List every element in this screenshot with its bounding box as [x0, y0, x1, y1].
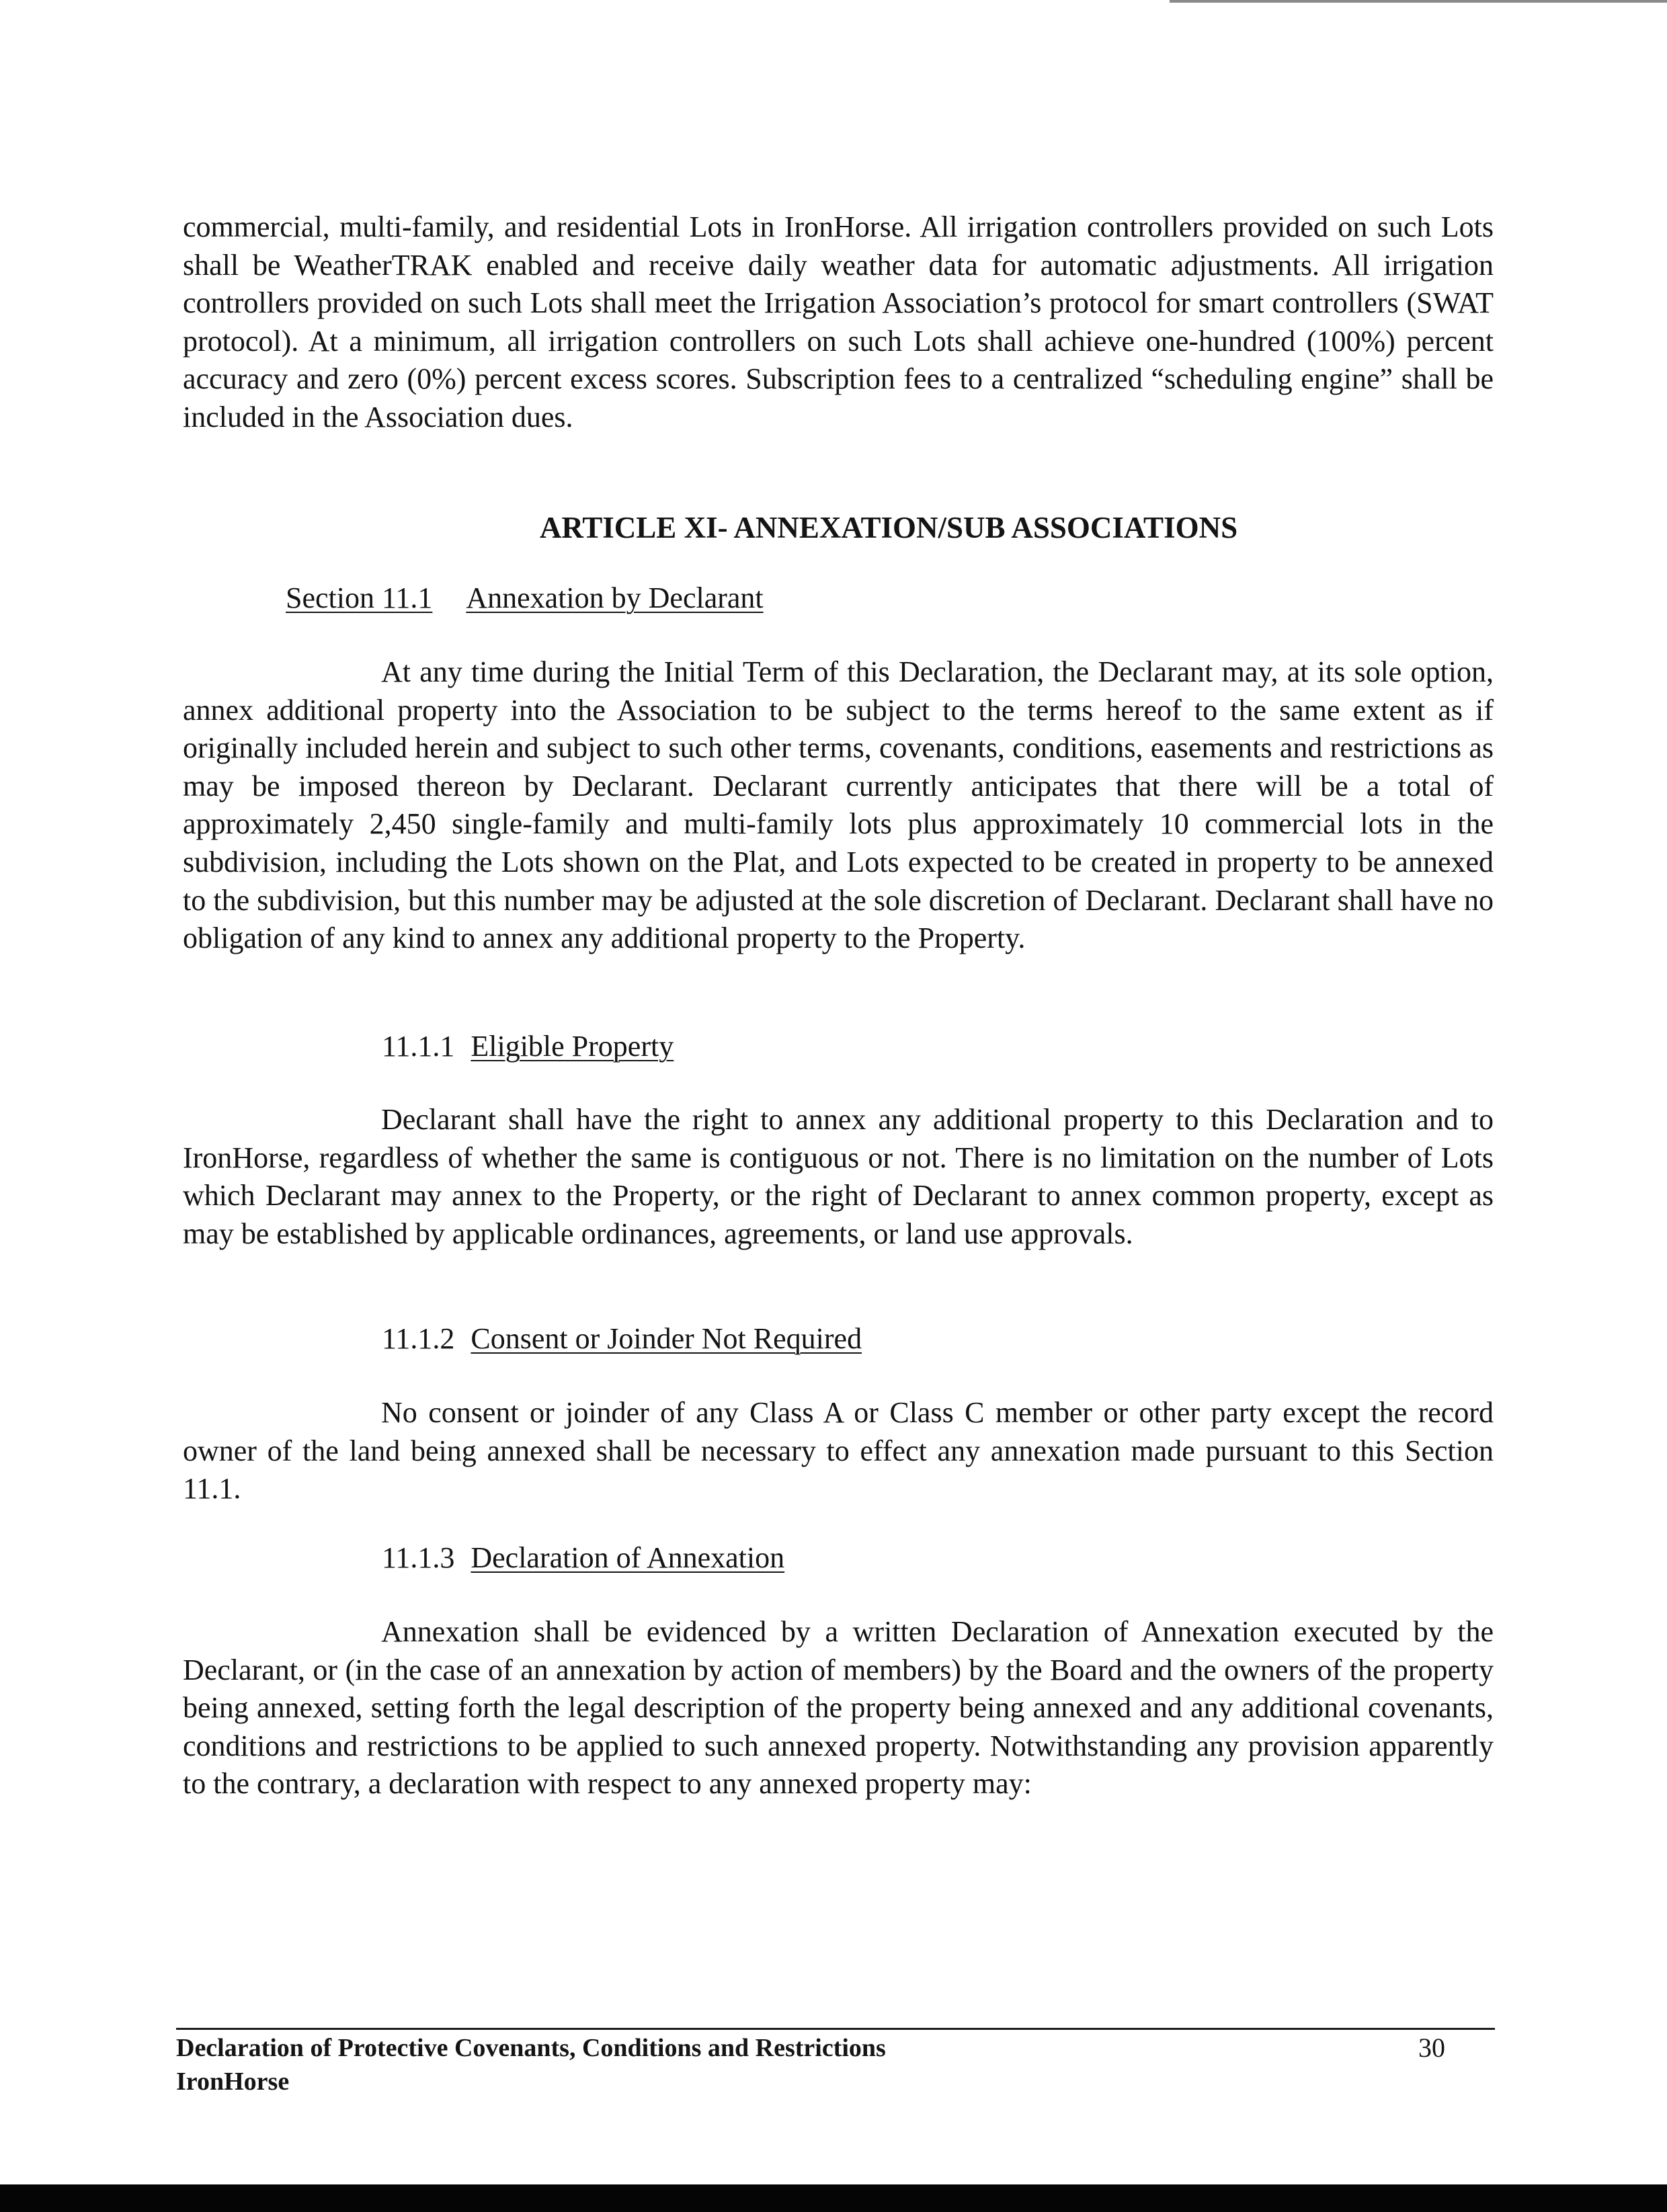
- scan-edge-rule: [1170, 0, 1667, 3]
- section-11-1-2-heading: [382, 1320, 862, 1358]
- section-11-1-1-number: 11.1.1: [382, 1030, 455, 1063]
- page-number: 30: [1418, 2033, 1445, 2063]
- section-11-1-title: Annexation by Declarant: [466, 581, 764, 614]
- footer-title: Declaration of Protective Covenants, Conditions and Restrictions: [176, 2034, 886, 2062]
- article-heading: ARTICLE XI- ANNEXATION/SUB ASSOCIATIONS: [539, 511, 1238, 544]
- scan-bottom-edge: [0, 2184, 1667, 2212]
- irrigation-paragraph: commercial, multi-family, and residential Lots in IronHorse. All irrigation controllers provided on such Lots shall be WeatherTRAK enabled and receive daily weather data for automatic adjustments. All irrigation controllers provided on such Lots shall meet the Irrigation Association’s protocol for smart controllers (SWAT protocol). At a minimum, all irrigation controllers on such Lots shall achieve one-hundred (100%) percent accuracy and zero (0%) percent excess scores. Subscription fees to a centralized “scheduling engine” shall be included in the Association dues.: [183, 210, 1494, 434]
- section-11-1-1-title: Eligible Property: [471, 1030, 674, 1063]
- section-11-1-number: Section 11.1: [286, 581, 433, 614]
- section-11-1-2-number: 11.1.2: [382, 1322, 455, 1355]
- footer-rule: [176, 2028, 1495, 2030]
- section-11-1-2-title: Consent or Joinder Not Required: [471, 1322, 862, 1355]
- section-11-1-1-heading: [382, 1028, 674, 1065]
- section-11-1-3-number: 11.1.3: [382, 1541, 455, 1574]
- section-11-1-3-body: Annexation shall be evidenced by a written Declaration of Annexation executed by the Declarant, or (in the case of an annexation by action of members) by the Board and the owners of the property being annexed, setting forth the legal description of the property being annexed and any additional covenants, conditions and restrictions to be applied to such annexed property. Notwithstanding any provision apparently to the contrary, a declaration with respect to any annexed property may:: [183, 1615, 1494, 1801]
- section-11-1-3-title: Declaration of Annexation: [471, 1541, 785, 1574]
- section-11-1-3-heading: [382, 1539, 784, 1577]
- footer-subtitle: IronHorse: [176, 2067, 290, 2096]
- section-11-1-body: At any time during the Initial Term of this Declaration, the Declarant may, at its sole option, annex additional property into the Association to be subject to the terms hereof to the same extent as if originally included herein and subject to such other terms, covenants, conditions, easements and restrictions as may be imposed thereon by Declarant. Declarant currently anticipates that there will be a total of approximately 2,450 single-family and multi-family lots plus approximately 10 commercial lots in the subdivision, including the Lots shown on the Plat, and Lots expected to be created in property to be annexed to the subdivision, but this number may be adjusted at the sole discretion of Declarant. Declarant shall have no obligation of any kind to annex any additional property to the Property.: [183, 655, 1494, 955]
- section-11-1-heading: [286, 579, 764, 617]
- section-11-1-1-body: Declarant shall have the right to annex any additional property to this Declaration and to IronHorse, regardless of whether the same is contiguous or not. There is no limitation on the number of Lots which Declarant may annex to the Property, or the right of Declarant to annex common property, except as may be established by applicable ordinances, agreements, or land use approvals.: [183, 1103, 1494, 1250]
- section-11-1-2-body: No consent or joinder of any Class A or Class C member or other party except the record owner of the land being annexed shall be necessary to effect any annexation made pursuant to this Section 11.1.: [183, 1396, 1494, 1506]
